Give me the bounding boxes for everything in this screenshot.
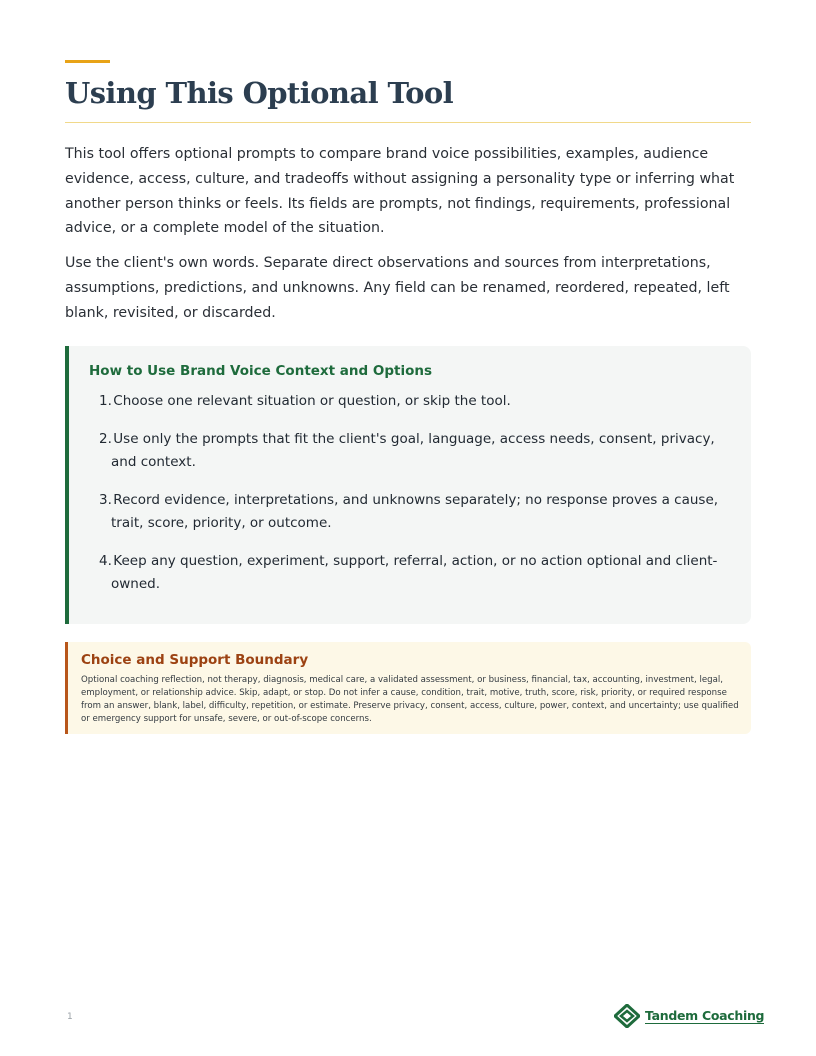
step-number: 2.	[99, 430, 112, 447]
step-text: Keep any question, experiment, support, referral, action, or no action optional and client-owned.	[111, 552, 718, 592]
title-divider	[65, 122, 751, 123]
page-number: 1	[67, 1012, 73, 1022]
intro-section	[65, 142, 755, 336]
step-number: 4.	[99, 552, 112, 569]
how-to-steps-list	[99, 390, 726, 611]
how-to-callout	[65, 346, 751, 624]
diamond-logo-icon	[614, 1004, 640, 1028]
list-item	[99, 550, 726, 597]
title-accent-bar	[65, 60, 110, 63]
boundary-title: Choice and Support Boundary	[81, 652, 309, 668]
intro-paragraph-2: Use the client's own words. Separate direct observations and sources from interpretations, assumptions, predictions, and unknowns. Any field can be renamed, reordered, repeated, left blank, revisited, or discarded.	[65, 255, 730, 321]
list-item	[99, 489, 726, 536]
brand-logo	[614, 1004, 764, 1028]
page-title: Using This Optional Tool	[65, 76, 454, 110]
step-number: 3.	[99, 491, 112, 508]
step-number: 1.	[99, 393, 112, 409]
boundary-callout	[65, 642, 751, 734]
how-to-title: How to Use Brand Voice Context and Options	[89, 363, 433, 379]
brand-name: Tandem Coaching	[645, 1008, 765, 1023]
boundary-text: Optional coaching reflection, not therapy, diagnosis, medical care, a validated assessment, or business, financial, tax, accounting, investment, legal, employment, or relationship advice. Skip, adapt, or stop. Do not infer a cause, condition, trait, motive, truth, score, risk, priority, or required response from an answer, blank, label, difficulty, repetition, or estimate. Preserve privacy, consent, access, culture, power, context, and uncertainty; use qualified or emergency support for unsafe, severe, or out-of-scope concerns.	[81, 675, 739, 724]
list-item	[99, 428, 726, 475]
step-text: Use only the prompts that fit the client's goal, language, access needs, consent, privacy, and context.	[111, 430, 715, 470]
list-item	[99, 390, 726, 414]
intro-paragraph-1: This tool offers optional prompts to compare brand voice possibilities, examples, audience evidence, access, culture, and tradeoffs without assigning a personality type or inferring what another person thinks or feels. Its fields are prompts, not findings, requirements, professional advice, or a complete model of the situation.	[65, 146, 735, 237]
step-text: Record evidence, interpretations, and unknowns separately; no response proves a cause, trait, score, priority, or outcome.	[111, 491, 719, 531]
step-text: Choose one relevant situation or question, or skip the tool.	[113, 393, 511, 409]
